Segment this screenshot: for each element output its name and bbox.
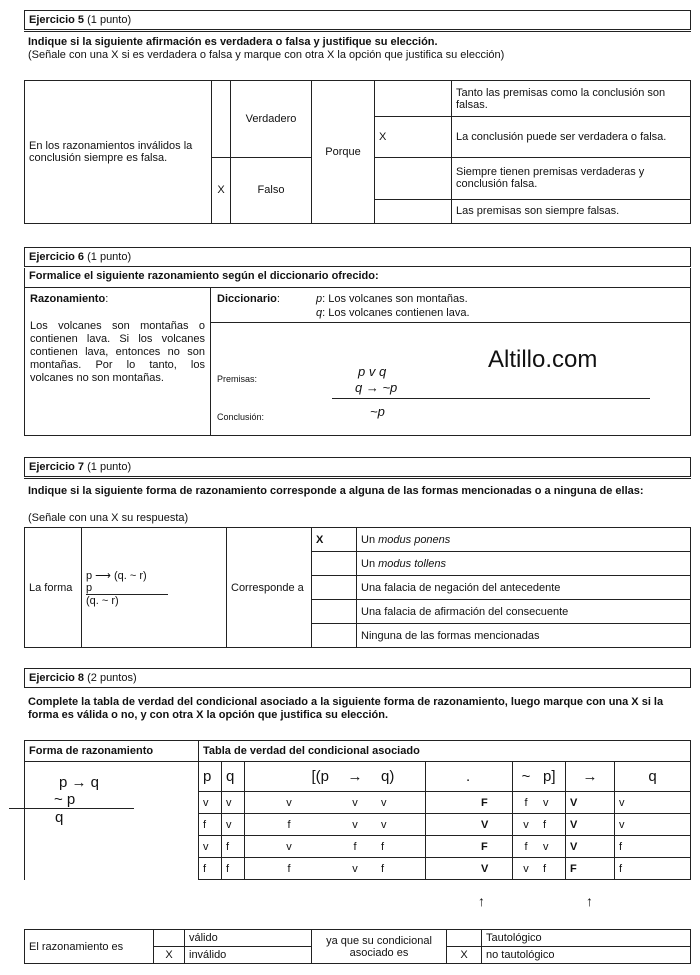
ex8-valido-mark[interactable] [154,930,185,947]
ex8-r2-c7: v [539,836,566,858]
ex6-conclusion-label: Conclusión: [217,412,265,422]
ex8-instruction: Complete la tabla de verdad del condicional asociado a la siguiente forma de razonamiento, luego marque con una X si la forma es válida o no, y con otra X la opción que justifica su elección. [28,696,664,721]
ex7-opt-1 [357,552,691,576]
ex5-opt-text-1: La conclusión puede ser verdadera o falsa. [452,117,691,157]
ex8-h-8: → [566,762,615,792]
ex8-r0-c3: v [333,792,377,814]
ex7-corresponde: Corresponde a [227,528,312,648]
ex5-divider [24,31,691,32]
ex8-form [25,762,199,880]
ex8-r3-c7: f [539,858,566,880]
ex5-title: Ejercicio 5 [29,14,85,26]
ex5-opt-text-0: Tanto las premisas como la conclusión son falsas. [452,81,691,117]
ex8-r3-c2: f [245,858,334,880]
ex8-form-line2: ~ p [9,791,134,809]
ex7-opt-3: Una falacia de afirmación del consecuente [357,600,691,624]
ex5-opt-mark-2[interactable] [375,157,452,199]
ex8-r3-c3: v [333,858,377,880]
ex8-r0-c9: v [615,792,691,814]
ex7-instruction: Indique si la siguiente forma de razonamiento corresponde a alguna de las formas mencionadas o a ninguna de ellas: [28,485,644,497]
ex6-dict-p: p [316,293,323,305]
ex8-h-4: q) [377,762,426,792]
ex7-instruction-sub: (Señale con una X su respuesta) [28,512,189,524]
ex7-form [82,528,227,648]
ex6-conclusion-line [332,398,650,399]
ex8-r2-c5[interactable]: F [426,836,513,858]
ex8-r2-c6: f [513,836,540,858]
ex7-opt-4: Ninguna de las formas mencionadas [357,624,691,648]
ex7-form-line2: p [86,582,168,595]
ex6-watermark: Altillo.com [488,346,598,373]
ex8-r2-c4: f [377,836,426,858]
ex7-opt-1-pre: Un [361,557,379,570]
ex8-r3-c5[interactable]: V [426,858,513,880]
ex6-diccionario-label-wrap: Diccionario: [217,293,280,305]
ex8-r3-c0: f [199,858,222,880]
ex6-premisas-label: Premisas: [217,374,258,384]
ex5-false-mark[interactable]: X [212,157,231,223]
ex5-opt-mark-3[interactable] [375,199,452,223]
ex8-h-6: ~ [513,762,540,792]
ex8-r3-c1: f [222,858,245,880]
ex8-invalido-mark[interactable]: X [154,947,185,964]
ex7-table [24,527,691,648]
ex8-r2-c8[interactable]: V [566,836,615,858]
ex8-r0-c2: v [245,792,334,814]
ex5-instruction-sub: (Señale con una X si es verdadera o falsa y marque con otra X la opción que justifica su elección) [28,49,505,61]
ex8-taut-mark[interactable] [447,930,482,947]
ex8-form-line3: q [55,809,64,826]
ex7-opt-1-it: modus tollens [378,557,446,570]
ex6-conclusion: ~p [370,404,385,419]
ex6-dict-q-text: : Los volcanes contienen lava. [322,307,470,319]
ex8-arrow-2: ↑ [586,893,593,909]
ex5-true-label: Verdadero [231,81,312,158]
ex7-opt-mark-4[interactable] [312,624,357,648]
ex5-header [24,10,691,30]
ex7-divider [24,478,691,479]
ex8-r3-c8[interactable]: F [566,858,615,880]
ex8-r2-c1: f [222,836,245,858]
ex8-r0-c6: f [513,792,540,814]
ex5-porque: Porque [312,81,375,224]
ex6-title: Ejercicio 6 [29,251,85,263]
ex8-form-line1: p → q [59,774,100,791]
ex8-r1-c4: v [377,814,426,836]
ex7-opt-mark-2[interactable] [312,576,357,600]
ex8-h-2: [(p [245,762,334,792]
ex5-statement: En los razonamientos inválidos la conclusión siempre es falsa. [25,81,212,224]
ex7-opt-mark-3[interactable] [312,600,357,624]
ex8-r0-c0: v [199,792,222,814]
ex6-diccionario-label: Diccionario [217,293,277,305]
ex6-hline [210,322,691,323]
ex7-opt-2: Una falacia de negación del antecedente [357,576,691,600]
ex8-tautologico: Tautológico [482,930,691,947]
ex8-r1-c1: v [222,814,245,836]
ex5-opt-mark-1[interactable]: X [375,117,452,157]
ex7-points: (1 punto) [87,461,132,473]
ex8-r3-c4: f [377,858,426,880]
ex8-no-tautologico: no tautológico [482,947,691,964]
ex7-opt-mark-0[interactable]: X [312,528,357,552]
ex5-points: (1 punto) [87,14,132,26]
ex5-true-mark[interactable] [212,81,231,158]
ex8-h-9: q [615,762,691,792]
ex6-dict-q-line [316,307,470,319]
ex6-instruction: Formalice el siguiente razonamiento según el diccionario ofrecido: [24,268,691,288]
ex6-razonamiento-text: Los volcanes son montañas o contienen lava. Si los volcanes contienen lava, entonces no son montañas. Por lo tanto, los volcanes no son montañas. [30,320,205,384]
ex8-r1-c0: f [199,814,222,836]
ex8-r1-c3: v [333,814,377,836]
ex7-forma-label: La forma [25,528,82,648]
ex5-opt-text-3: Las premisas son siempre falsas. [452,199,691,223]
ex8-r2-c0: v [199,836,222,858]
ex5-table [24,80,691,224]
ex8-r2-c3: f [333,836,377,858]
ex8-ya-que: ya que su condicional asociado es [312,930,447,964]
ex8-h-5: . [426,762,513,792]
ex8-col1-header: Forma de razonamiento [25,741,199,762]
ex8-r3-c9: f [615,858,691,880]
ex8-r2-c2: v [245,836,334,858]
ex8-r1-c7: f [539,814,566,836]
ex8-r1-c5[interactable]: V [426,814,513,836]
ex7-opt-0-it: modus ponens [378,533,451,546]
ex8-col2-header: Tabla de verdad del condicional asociado [199,741,691,762]
ex6-premise-2: q → ~p [355,380,398,395]
ex8-title: Ejercicio 8 [29,672,85,684]
ex7-opt-0-pre: Un [361,533,379,546]
ex8-razonamiento-es: El razonamiento es [25,930,154,964]
ex8-r0-c8[interactable]: V [566,792,615,814]
ex6-dict-q: q [316,307,323,319]
ex7-form-line1: p ⟶ (q. ~ r) [86,569,147,582]
ex6-points: (1 punto) [87,251,132,263]
ex8-r0-c4: v [377,792,426,814]
ex5-instruction: Indique si la siguiente afirmación es verdadera o falsa y justifique su elección. [28,36,438,48]
ex8-h-1: q [222,762,245,792]
ex8-r1-c9: v [615,814,691,836]
ex8-table [24,740,691,880]
ex8-r0-c7: v [539,792,566,814]
ex8-r1-c8[interactable]: V [566,814,615,836]
ex6-vline [210,288,211,436]
ex5-opt-text-2: Siempre tienen premisas verdaderas y conclusión falsa. [452,157,691,199]
ex7-title: Ejercicio 7 [29,461,85,473]
ex8-no-taut-mark[interactable]: X [447,947,482,964]
ex6-razonamiento-label: Razonamiento [30,293,106,305]
ex8-r1-c2: f [245,814,334,836]
ex8-h-0: p [199,762,222,792]
ex8-h-7: p] [539,762,566,792]
ex8-h-3: → [333,762,377,792]
ex7-opt-mark-1[interactable] [312,552,357,576]
ex8-r0-c1: v [222,792,245,814]
ex6-header [24,247,691,267]
ex6-razonamiento-label-wrap: Razonamiento: [30,293,109,305]
ex8-valido: válido [185,930,312,947]
ex8-header [24,668,691,688]
ex8-answer-table [24,929,691,964]
ex8-points: (2 puntos) [87,672,137,684]
ex7-opt-0 [357,528,691,552]
ex7-header [24,457,691,477]
ex6-dict-p-line [316,293,468,305]
ex8-r2-c9: f [615,836,691,858]
ex6-dict-p-text: : Los volcanes son montañas. [322,293,468,305]
ex6-premise-1: p v q [358,364,387,379]
ex8-r0-c5[interactable]: F [426,792,513,814]
ex5-opt-mark-0[interactable] [375,81,452,117]
ex8-r3-c6: v [513,858,540,880]
ex7-form-line3: (q. ~ r) [86,594,119,607]
ex8-arrow-1: ↑ [478,893,485,909]
ex8-invalido: inválido [185,947,312,964]
ex5-false-label: Falso [231,157,312,223]
ex8-r1-c6: v [513,814,540,836]
